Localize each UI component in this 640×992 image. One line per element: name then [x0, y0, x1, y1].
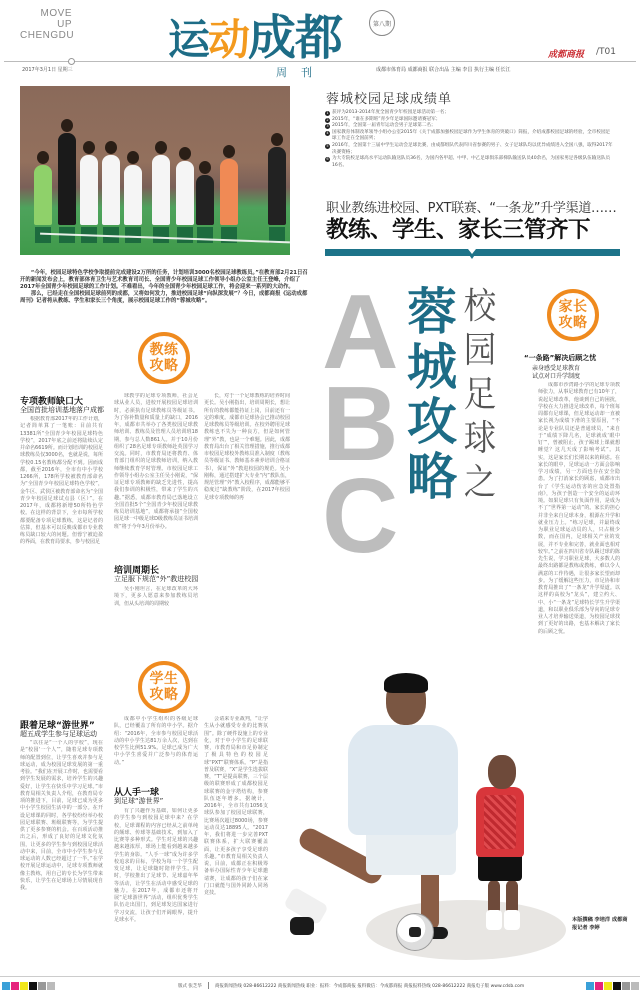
student-section-heading-2: 从人手一球 — [114, 788, 160, 798]
title-char: 蓉 — [407, 283, 457, 341]
player-figure — [488, 755, 516, 789]
badge-label: 家长攻略 — [558, 299, 588, 331]
color-swatch — [604, 982, 612, 990]
parent-section-subheading-1: 亲身感受足球教育 — [532, 365, 581, 372]
parent-section-subheading-2: 试点对口升学制度 — [532, 373, 581, 380]
lead-paragraphs — [20, 270, 312, 305]
photo-figure — [102, 155, 120, 225]
parent-strategy-badge — [547, 289, 599, 341]
photo-figure — [268, 147, 286, 225]
issue-number-bubble: 第八期 — [369, 10, 395, 36]
photo-figure — [124, 165, 142, 225]
title-char: 校 — [463, 286, 497, 327]
title-char: 足 — [463, 374, 497, 415]
byline-line: 报记者 李婷 — [572, 925, 600, 931]
parent-section-heading: “一条路”解决后顾之忧 — [524, 354, 597, 362]
move-up-chengdu-tagline — [20, 8, 75, 41]
youth-football-match-photo — [256, 655, 536, 955]
coach-section-heading: 专项教师缺口大 — [20, 397, 84, 407]
coach-col-1: 根据教育部2017年的工作计划，记者简单算了一笔账：目前共有13381所“全国青少年校园足球特色学校”，2017年底之前还将陆续认定并命名6619所。而计划培训的校园足球教练员仅3000名，也就是说，每所学校0.15名教练都分配不到。因而成都，截至2016年，全市有中小学校1266所，178所学校被教育部命名为“全国青少年校园足球特色学校”，金牛区、武侯区被教育部命名为“全国青少年校园足球试点县（区）”。在2017年，成都将新增50所特色学校。在这样的背景下，全市每所学校都要配备专项足球教练，这是记者的估算，但基本可以反映成都市专业教练员缺口较大的问题。但蓉宁被迫盈的界面，在教育局要求，参与校园足 — [20, 416, 103, 546]
scorecard-item: 6 为大专院校足球高水平运动队输送队员36名，为国内各甲超、中甲、中乙足球俱乐部梯队输送队员40余名，为国家男足各级队伍输送队员16名。 — [325, 156, 613, 169]
scorecard-item: 5 2016年，全国第十三届中学生运动会足球比赛，由成都组队代表四川省参赛的男子、女子足球队均以优异成绩进入全国八强，取得2017年决赛资格； — [325, 143, 613, 156]
badge-label: 学生攻略 — [149, 671, 179, 703]
coach-col-2: 球教学的足球专项教师，社会足球从业人员，进校开展校园足球培训时，必须执有足球教练员等级证书。为了弥补数量和质量上的缺口，2016年，成都市共举办了各类校园足球教师培训、教练员及管理人员培训班18期，参与总人数861人。并于10月份组织了28名足球专项教师赴英国学习交流。同时，市教育局还将教育、体育部门组织的足球教师培训，纳入教师继续教育学时管理。市校园足球工作领导小组办公室主任吴小刚说，“保证足球专项教师的缺乏先进性，提高我们参训的积极性，带来了学生的兴趣。”据悉，成都市教育局已落地设立全国首批5个“全国青少年校园足球教练员培训基地”，成都将承接“全国校园足球一中级足球D级教练员证书培训班”将于今年3月份举办。 — [114, 393, 198, 530]
title-char: 园 — [463, 330, 497, 371]
title-char: 球 — [463, 418, 497, 459]
lead-paragraph: “今年，校园足球特色学校争取提前完成建设2万所的任务，计划培训3000名校园足球教练员。”在教育部2月21日召开的新闻发布会上，教育部体育卫生与艺术教育司司长、全国青少年校园足球工作领导小组办公室主任王登峰，介绍了2017年全国青少年校园足球的工作计划。不难看出，今年的全国青少年校园足球工作，将会迎来一系列的大动作。 — [20, 270, 308, 291]
photo-figure — [176, 161, 194, 225]
color-swatch — [47, 982, 55, 990]
cmyk-color-bar-right — [586, 982, 639, 990]
scorecard-list — [325, 110, 613, 169]
issue-date: 2017年3月1日 星期三 — [22, 67, 73, 73]
headline-kicker: 职业教练进校园、PXT联赛、“一条龙”升学渠道…… — [326, 201, 617, 216]
team-celebration-photo — [20, 86, 290, 255]
title-char: 攻 — [407, 393, 457, 451]
footer-rule — [0, 976, 640, 977]
letter-c: C — [322, 457, 399, 575]
main-headline: 教练、学生、家长三管齐下 — [326, 217, 591, 243]
student-section-subheading: 超五成学生参与足球运动 — [20, 730, 97, 738]
color-swatch — [11, 982, 19, 990]
color-swatch — [622, 982, 630, 990]
color-swatch — [586, 982, 594, 990]
tagline-line-2: UP — [57, 19, 72, 30]
photo-figure — [220, 159, 238, 225]
photo-figure — [80, 155, 98, 225]
player-figure — [384, 673, 428, 693]
player-figure — [348, 725, 458, 835]
logo-char-dong: 动 — [208, 15, 249, 64]
color-swatch — [2, 982, 10, 990]
coach-section-subheading-2: 立足服下规范“外”教进校园 — [114, 575, 199, 583]
coach-section-heading-2: 培训周期长 — [114, 566, 160, 576]
logo-chengdu: 成都 — [248, 10, 343, 66]
logo-char-yun: 运 — [168, 15, 209, 64]
letter-a: A — [322, 273, 399, 391]
coach-section-subheading: 全国首批培训基地落户成都 — [20, 406, 104, 414]
color-swatch — [29, 982, 37, 990]
masthead-logo — [168, 10, 342, 70]
student-col-3: 会请来专业裁判，“让学生从小就感受专业的比赛氛围”。除了硬件设施上的专业化，对于中小学生的足球联赛，市教育局和市足协制定了极具特色的校园足球“PXT”联赛体系。“P”是指普及联赛，“X”是学生选拔联赛，“T”是提高联赛，三个层级的联赛形成了成都校园足球联赛的金字塔结构，参赛队伍逐年增多。据统计，2016年，全市共有1056支球队参加了校园足球联赛，比赛场次超过8000场，参赛运动员达18895人。“2017年，我们将进一步完善PXT联赛体系，扩大联赛覆盖面，让更多孩子享受足球的乐趣。”市教育局相关负责人说，目前，成都正在积极筹备举办国际性青少年足球邀请赛，让成都的孩子们在家门口就能与国外同龄人同场竞技。 — [204, 716, 268, 896]
football-icon — [396, 913, 434, 951]
photo-figure — [196, 175, 214, 225]
photo-figure — [152, 155, 170, 225]
article-byline — [572, 916, 634, 932]
scorecard-title: 蓉城校园足球成绩单 — [326, 92, 453, 107]
footer-contacts: 商报新闻热线 028-86612222 商报新闻热线 职业：报料：今成都商报 报料微信：今成都商报 商报报料热线 028-86612222 商报电子版 www.cdsb.com — [214, 984, 525, 989]
photo-figure — [58, 133, 76, 225]
student-col-2b: 有了兴趣作为基础，如何让更多的学生参与到校园足球中来？在学校，足球课程的内容已经从之前单纯的颠球、传球等基础技术，到加入了比赛等多种形式。学生对足球的兴趣越来越浓厚，球场上能看到越来越多学生的身影。“人手一球”成为许多学校追求的目标，学校为每一个学生配发足球，让足球随时陪伴学生。同时，学校推出了足球节、足球嘉年华等活动，让学生在活动中感受足球的魅力。在2017年，成都市还将开展“足球游世界”活动，组织优秀学生队伍走出国门，到足球发达国家进行学习交流，让孩子们开阔眼界，提升足球水平。 — [114, 808, 198, 923]
badge-label: 教练攻略 — [149, 342, 179, 374]
abc-decoration — [322, 273, 406, 575]
scorecard-item: 2 2015年，“谁在多期班”青少年足球国际邀请赛冠军； — [325, 117, 613, 124]
color-swatch — [631, 982, 639, 990]
color-swatch — [20, 982, 28, 990]
player-figure — [478, 853, 522, 881]
scorecard-item: 4 国家教育体制改革领导小组办公室2015年《关于成都加强校园足球作为学生体育的突破口》简报，介绍成都校园足球的经验，全市校园足球工作走在全国前列； — [325, 130, 613, 143]
page-code: /T01 — [596, 47, 616, 57]
lead-paragraph: 那么，已经走在全国校园足球前列的成都，又将如何发力，推进校园足球“向纵深发展”？今日，成都商报《运动成都周刊》记者将从教练、学生和家长三个角度，展示校园足球工作的“蓉城攻略”。 — [20, 291, 308, 305]
student-strategy-badge — [138, 661, 190, 713]
parent-col: 成都市沙湾路小学的足球专项教师张力，从事足球教育已有10年了，说起足球改革，他谈到自己的困扰，学校在大力推进足球改革，每个班每周都有足球课，但足球运动却一直被家长视为成绩下滑的主要原因，“不论是专业队员还是普通球员，“来自于“成绩下降几名，足球就成‘眼中钉’”，曾被阻止，孩子踢球上课就想睡觉？这几天成了影响考试”。其实，这是家长们长期以来的顾虑。在家长的眼中，足球运动一方面会影响学习成绩，另一方面也存在安全隐患。为了打消家长的顾虑，成都市出台了《学生运动伤害的应急处置指南》，为孩子创造一个安全的运动环境。如果足球只有负面作用，是成为不了“世界第一运动”的。家长的担心并非全来自足球本身，根源在升学和就业压力上。“练习足球，并最终成为职业足球运动员的人，只占极少数，而在国内，足球相关产业的发展，并不专业和完善，就业面也相对较窄。”之前在四川省专队踢过球的陈先生说，学习职业足球，大多数人的最终出路都是教练或教练，难以令人满意的工作待遇，让很多家长望而却步。为了缓解这些压力，市足协和市教育局推出了“一条龙”升学渠道。以这样的高校为“龙头”，建立约大、中、小“一条龙”足球特长学生升学渠道，和以职业俱乐部为导向的足球专业人才培养输送渠道，为校园足球找到了更好的出路，也基本解决了家长的后顾之忧。 — [538, 382, 620, 635]
color-swatch — [38, 982, 46, 990]
feature-title-bold — [406, 285, 458, 505]
student-section-heading: 跟着足球“游世界” — [20, 721, 95, 731]
scorecard-item: 3 2015年，全国第一届青年运动会男子足球第二名； — [325, 123, 613, 130]
student-section-subheading-2: 到足球“游世界” — [114, 797, 164, 805]
student-col-1: “以往是“一个人的学校”，现在是“校园‘一个人’”，随着足球专项教师的配置到位，让学生喜欢并参与足球运动，成为校园足球发展的第一重考验。“我们在开展工作时，也需要看到学生发展的需求，培养学生的兴趣爱好，让学生在快乐中学习足球。”市教育局相关负责人介绍，在教育局专项的推进下，目前，足球已成为更多中小学生校园生活中的一部分。在开设足球课的同时，各学校纷纷举办校园足球联赛、班级联赛等，为学生提供了更多参赛的机会。在百项活动推出之后，形成了良好的足球文化氛围，让更多的学生参与到校园足球活动中来，目前，全市中小学生参与足球运动的人数已经超过了一半。”在学校开展足球运动中，足球专项教师就像主教练，用自己的专长为学生带来快乐，让学生在足球场上尽情展现自我。 — [20, 740, 103, 891]
feature-title-thin — [460, 285, 500, 505]
photo-figure — [34, 165, 52, 225]
title-char: 之 — [463, 462, 497, 503]
player-figure — [290, 917, 314, 935]
layout-editor: 版式 张芝华 — [178, 984, 202, 989]
letter-b: B — [322, 365, 399, 483]
paper-brand-logo: 成都商报 — [548, 50, 585, 60]
footer-separator — [208, 982, 209, 989]
color-swatch — [595, 982, 603, 990]
tagline-line-1: MOVE — [40, 8, 72, 19]
coach-col-3: 长，对于一个足球教练的培养时间更长。吴小刚指出，培训周期长，想让所有的教练都能持证上岗，目前还有一定的难度。成都市足球协会已推动校园足球教练员等级培训。在校外聘用足球教练也不失为一种良方，但是如何管理“外”教，也是一个难题。因此，成都教育局出台了相关管理措施，推行成都市校园足球校外教练员准入制度（教练员等级证书、教师基本素养培训合格证书），保证“外”教进校园的规范。吴小刚称，通过搭建扩大专业“内”教队伍，规范管理“外”教入校程序，成都能够平稳度过“缺教练”阶段，在2017年校园足球专项教师的再 — [204, 393, 290, 501]
player-figure — [504, 910, 520, 930]
rule-dot-icon — [68, 58, 75, 65]
weekly-label: 周刊 — [276, 66, 326, 79]
student-col-2: 成都中小学生组织的各级足球队，已经覆盖了所有的中小学。据介绍：“2016年，全市参与校园足球活动的中小学生达81万余人次，达到在校学生比例51.9%。足球已成为广大中小学生喜爱并广泛参与的体育运动。” — [114, 716, 198, 766]
player-figure — [486, 910, 502, 930]
coach-col-2b: 吴小刚坦言，在足球改革的大环境下，更多人愿意来参加教练员培训，但从头培训的周期较 — [114, 586, 198, 607]
color-swatch — [613, 982, 621, 990]
coach-strategy-badge — [138, 332, 190, 384]
title-char: 略 — [407, 448, 457, 506]
player-figure — [484, 795, 516, 849]
title-char: 城 — [407, 338, 457, 396]
tagline-line-3: CHENGDU — [20, 30, 75, 41]
down-arrow-notch-icon — [465, 249, 479, 259]
footer-info — [178, 982, 525, 989]
scorecard-item: 1 获评为2013-2014年度全国青少年校园足球活动第一名； — [325, 110, 613, 117]
staff-credits: 成都市体育局 成都商报 联合出品 主编 李昌 执行主编 任长江 — [376, 67, 511, 73]
cmyk-color-bar-left — [2, 982, 55, 990]
byline-line: 本版撰稿 李培洋 成都商 — [572, 917, 628, 923]
